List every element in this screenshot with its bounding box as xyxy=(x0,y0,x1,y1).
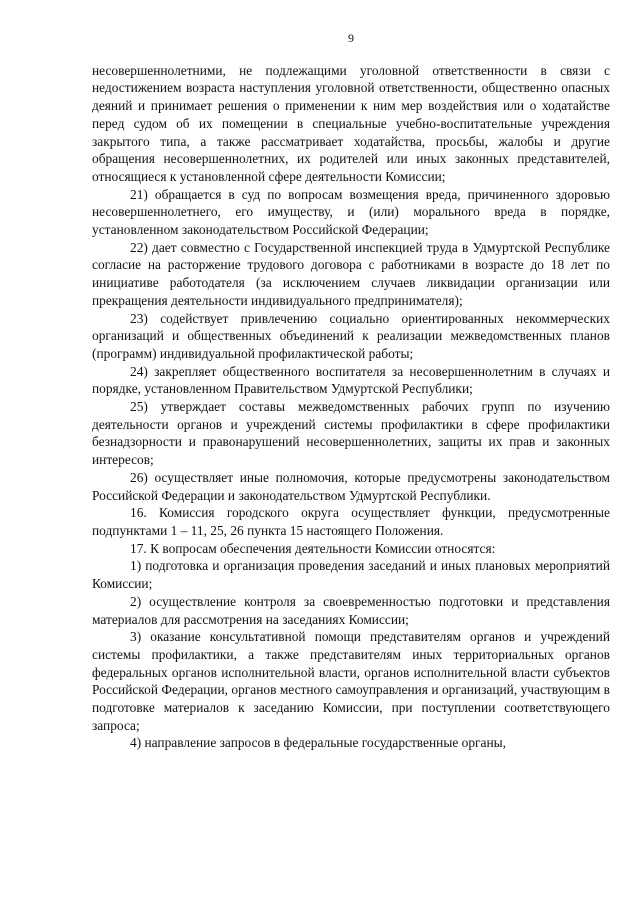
paragraph-item-21: 21) обращается в суд по вопросам возмещения вреда, причиненного здоровью несовершеннолетнего, его имуществу, и (или) морального вреда в порядке, установленном законодательством Российской Федерации; xyxy=(92,186,610,238)
paragraph-continuation: несовершеннолетними, не подлежащими уголовной ответственности в связи с недостижением возраста наступления уголовной ответственности, общественно опасных деяний и принимает решения о применении к ним мер воздействия или о ходатайстве перед судом об их помещении в специальные учебно-воспитательные учреждения закрытого типа, а также рассматривает ходатайства, просьбы, жалобы и другие обращения несовершеннолетних, их родителей или иных законных представителей, относящиеся к установленной сфере деятельности Комиссии; xyxy=(92,62,610,184)
page-number: 9 xyxy=(348,31,354,45)
paragraph-item-22: 22) дает совместно с Государственной инспекцией труда в Удмуртской Республике согласие на расторжение трудового договора с работниками в возрасте до 18 лет по инициативе работодателя (за исключением случаев ликвидации организации или прекращения деятельности индивидуального предпринимателя); xyxy=(92,239,610,308)
paragraph-item-23: 23) содействует привлечению социально ориентированных некоммерческих организаций и общественных объединений к реализации межведомственных планов (программ) индивидуальной профилактической работы; xyxy=(92,310,610,361)
paragraph-item-24: 24) закрепляет общественного воспитателя за несовершеннолетним в случаях и порядке, установленном Правительством Удмуртской Республики; xyxy=(92,363,610,397)
paragraph-item-26: 26) осуществляет иные полномочия, которые предусмотрены законодательством Российской Федерации и законодательством Удмуртской Республики. xyxy=(92,469,610,503)
paragraph-subitem-1: 1) подготовка и организация проведения заседаний и иных плановых мероприятий Комиссии; xyxy=(92,558,610,592)
document-page xyxy=(92,30,610,752)
paragraph-subitem-2: 2) осуществление контроля за своевременностью подготовки и представления материалов для рассмотрения на заседаниях Комиссии; xyxy=(92,593,610,627)
paragraph-subitem-4: 4) направление запросов в федеральные государственные органы, xyxy=(130,735,506,751)
paragraph-subitem-3: 3) оказание консультативной помощи представителям органов и учреждений системы профилактики, а также представителям иных территориальных органов федеральных органов исполнительной власти, органов исполнительной власти субъектов Российской Федерации, органов местного самоуправления и организаций, участвующим в подготовке материалов к заседанию Комиссии, при поступлении соответствующего запроса; xyxy=(92,629,610,733)
paragraph-item-25: 25) утверждает составы межведомственных рабочих групп по изучению деятельности органов и учреждений системы профилактики в сфере профилактики безнадзорности и правонарушений несовершеннолетних, защиты их прав и законных интересов; xyxy=(92,399,610,468)
paragraph-section-17: 17. К вопросам обеспечения деятельности Комиссии относятся: xyxy=(130,540,496,556)
paragraph-section-16: 16. Комиссия городского округа осуществляет функции, предусмотренные подпунктами 1 – 11, 25, 26 пункта 15 настоящего Положения. xyxy=(92,505,610,538)
